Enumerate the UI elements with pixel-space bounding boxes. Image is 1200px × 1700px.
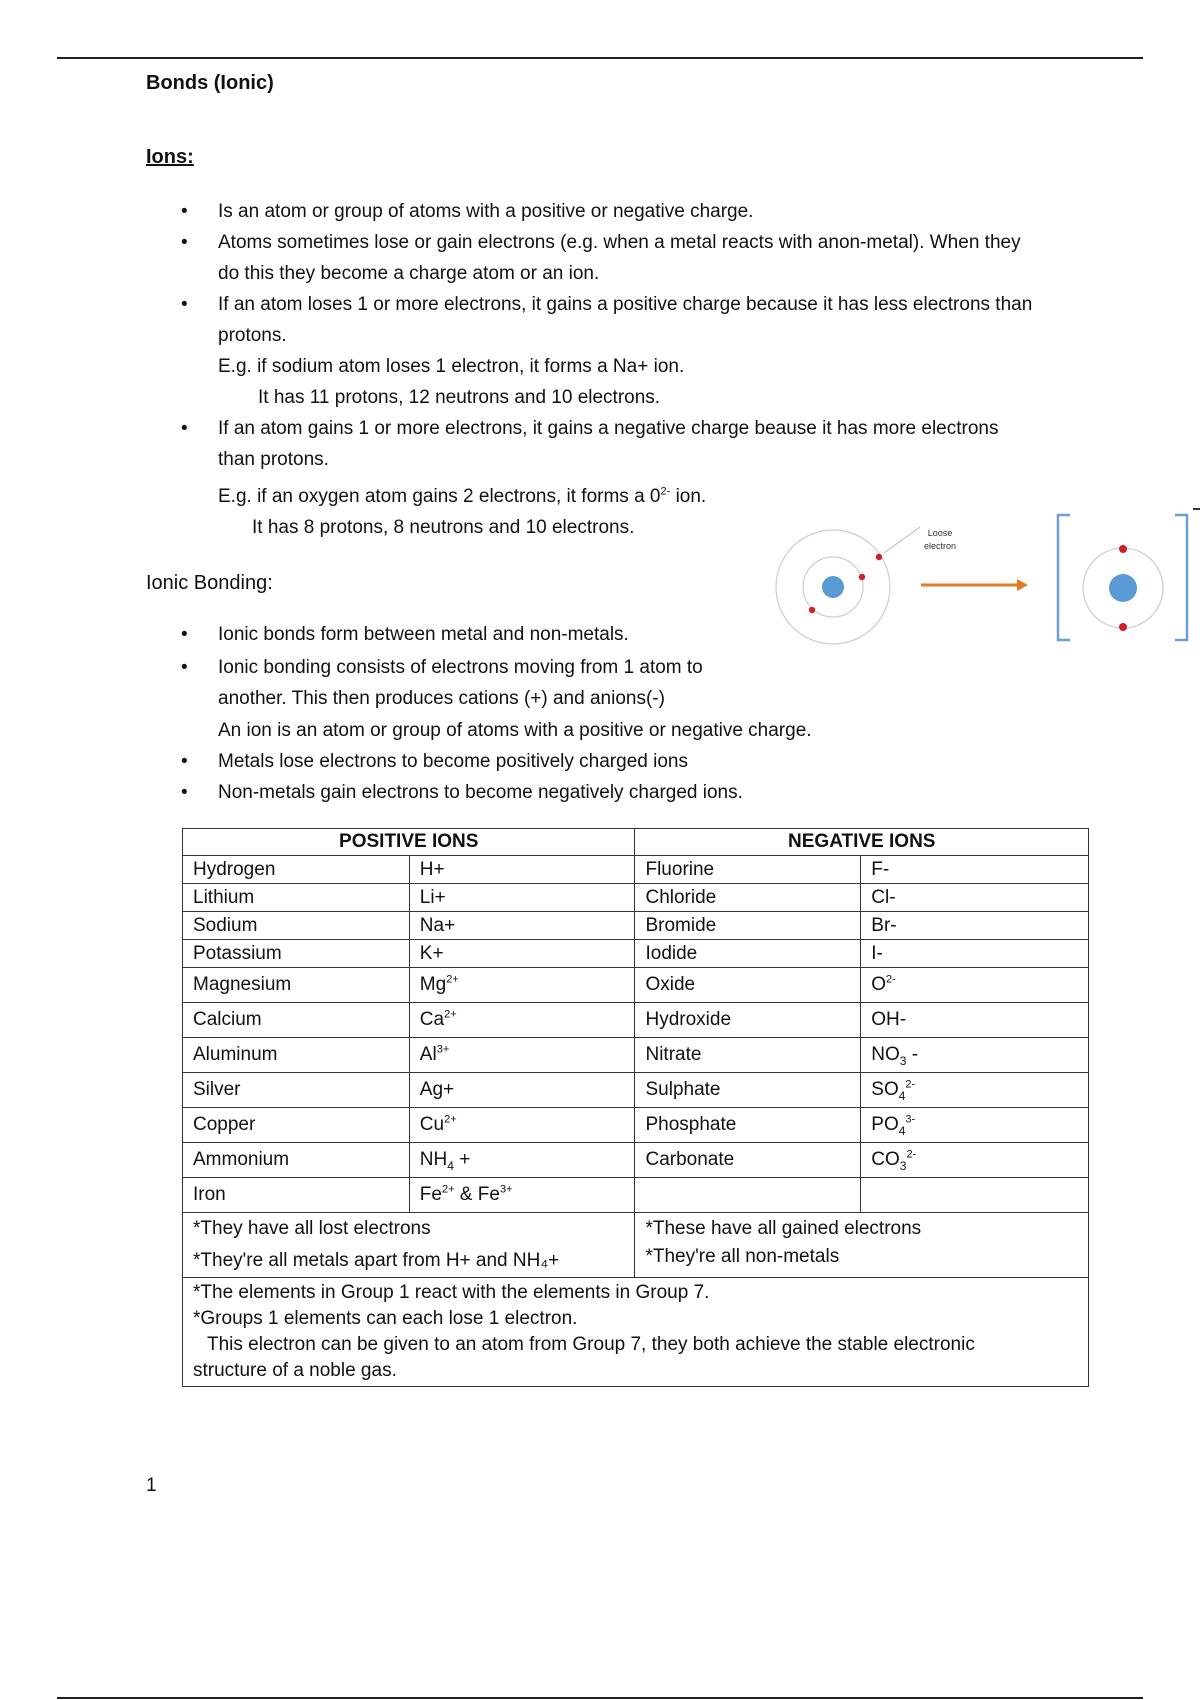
table-row: Iron $Fe^{2+}$ & $Fe^{3+}$	[183, 1178, 1089, 1213]
negative-notes: *These have all gained electrons *They're all non-metals	[635, 1213, 1089, 1278]
electron	[809, 607, 815, 613]
ion-nucleus	[1109, 574, 1137, 602]
ions-list	[146, 196, 1096, 543]
nucleus	[822, 576, 844, 598]
table-row: Hydrogen H+ Fluorine F-	[183, 856, 1089, 884]
table-row: Sodium Na+ Bromide Br-	[183, 912, 1089, 940]
list-item-cont: do this they become a charge atom or an ion.	[218, 263, 600, 284]
list-item: • Ionic bonds form between metal and non-metals.	[181, 624, 629, 645]
page-title: Bonds (Ionic)	[146, 72, 274, 94]
ionic-bond-diagram	[770, 505, 1200, 655]
list-item-cont: An ion is an atom or group of atoms with a positive or negative charge.	[218, 720, 812, 741]
table-row: Lithium Li+ Chloride Cl-	[183, 884, 1089, 912]
arrow-icon	[1017, 579, 1028, 591]
list-item: • Is an atom or group of atoms with a positive or negative charge.	[181, 201, 754, 222]
example-text: E.g. if sodium atom loses 1 electron, it forms a Na+ ion.	[218, 356, 685, 377]
notes-row	[183, 1213, 1089, 1278]
page-number: 1	[146, 1475, 157, 1496]
table-footnotes: *The elements in Group 1 react with the elements in Group 7. *Groups 1 elements can each lose 1 electron. This electron can be given to an atom from Group 7, they both achieve the stable electronic structure of a noble gas.	[183, 1278, 1089, 1387]
right-bracket	[1175, 515, 1187, 640]
table-row: Calcium $Ca^{2+}$ Hydroxide OH-	[183, 1003, 1089, 1038]
positive-ions-header: POSITIVE IONS	[183, 829, 635, 856]
list-item-cont: protons.	[218, 325, 287, 346]
list-item-cont: than protons.	[218, 449, 329, 470]
list-item: • If an atom gains 1 or more electrons, it gains a negative charge beause it has more electrons	[181, 418, 999, 439]
top-rule	[57, 57, 1143, 59]
list-item: • If an atom loses 1 or more electrons, it gains a positive charge because it has less electrons than	[181, 294, 1033, 315]
example-detail: It has 11 protons, 12 neutrons and 10 electrons.	[258, 387, 661, 408]
bottom-rule	[57, 1697, 1143, 1699]
example-detail: It has 8 protons, 8 neutrons and 10 electrons.	[252, 517, 635, 538]
example-text: E.g. if an oxygen atom gains 2 electrons, it forms a $0^{2-}$ ion.	[218, 485, 707, 507]
table-row: Silver Ag+ Sulphate $SO_4^{2-}$	[183, 1073, 1089, 1108]
table-row: Copper $Cu^{2+}$ Phosphate $PO_4^{3-}$	[183, 1108, 1089, 1143]
list-item-cont: another. This then produces cations (+) and anions(-)	[218, 688, 665, 709]
table-row: Potassium K+ Iodide I-	[183, 940, 1089, 968]
footnote-row	[183, 1278, 1089, 1387]
ions-heading: Ions:	[146, 146, 194, 168]
table-row: Magnesium $Mg^{2+}$ Oxide $O^{2-}$	[183, 968, 1089, 1003]
table-row: Aluminum $Al^{3+}$ Nitrate $NO_3$ -	[183, 1038, 1089, 1073]
positive-notes: *They have all lost electrons *They're all metals apart from H+ and NH₄+	[183, 1213, 635, 1278]
table-row: Ammonium $NH_4$ + Carbonate $CO_3^{2-}$	[183, 1143, 1089, 1178]
electron	[859, 574, 865, 580]
left-bracket	[1058, 515, 1070, 640]
ionic-bonding-heading: Ionic Bonding:	[146, 572, 273, 594]
list-item: • Non-metals gain electrons to become negatively charged ions.	[181, 782, 743, 803]
list-item: • Metals lose electrons to become positively charged ions	[181, 751, 688, 772]
list-item: • Ionic bonding consists of electrons moving from 1 atom to	[181, 657, 703, 678]
label-pointer	[884, 527, 920, 553]
electron	[1119, 623, 1127, 631]
loose-electron	[876, 554, 882, 560]
electron	[1119, 545, 1127, 553]
diagram-label-2: electron	[923, 541, 957, 551]
negative-ions-header: NEGATIVE IONS	[635, 829, 1089, 856]
ions-table	[182, 828, 1089, 1387]
list-item: • Atoms sometimes lose or gain electrons (e.g. when a metal reacts with anon-metal). When they	[181, 232, 1021, 253]
diagram-label-1: Loose	[927, 528, 953, 538]
